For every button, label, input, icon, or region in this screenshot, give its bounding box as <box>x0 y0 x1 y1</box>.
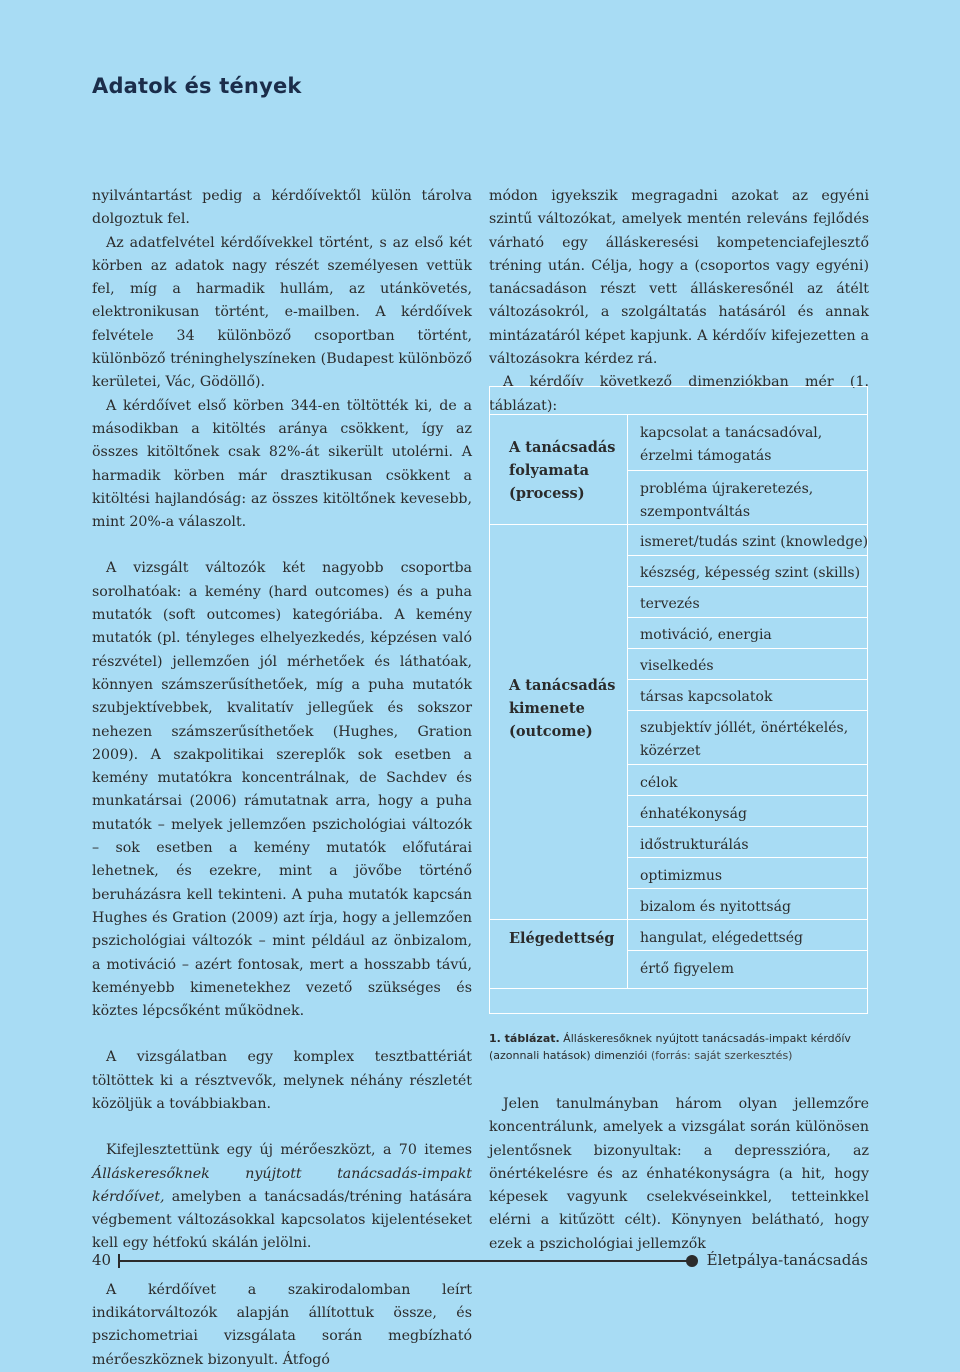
table-rule <box>627 414 868 415</box>
table-rule <box>489 919 627 920</box>
table-item <box>640 927 803 950</box>
table-item-line: bizalom és nyitottság <box>640 899 791 915</box>
table-rule <box>627 919 868 920</box>
table-item <box>640 834 749 857</box>
table-group-label-line: kimenete <box>509 700 585 717</box>
footer-rule-dot <box>686 1255 698 1267</box>
table-item-line: tervezés <box>640 596 700 612</box>
table-group-label <box>509 674 615 743</box>
paragraph: A kérdőívet első körben 344-en töltötték ki, de a másodikban a kitöltés aránya csökkent, így az összes kitöltőnek csak 82%-át sikerült utolérni. A harmadik körben már drasztikusan csökkent a kitöltési hajlandóság: az összes kitöltőnek kevesebb, mint 20%-a válaszolt. <box>92 397 472 531</box>
table-item <box>640 865 722 888</box>
table-item-line: időstrukturálás <box>640 837 749 853</box>
paragraph-text: Kifejlesztettünk egy új mérőeszközt, a 70 itemes <box>106 1142 472 1159</box>
table-rule <box>627 857 868 858</box>
questionnaire-title: Álláskeresőknek nyújtott tanácsadás-impakt kérdőívet, <box>92 1165 472 1205</box>
table-group-label-line: A tanácsadás <box>509 439 616 456</box>
table-item-line: hangulat, elégedettség <box>640 930 803 946</box>
table-item-line: viselkedés <box>640 658 714 674</box>
table-group-label-line: folyamata <box>509 462 590 479</box>
table-group-label-line: A tanácsadás <box>509 677 616 694</box>
table-item-line: énhatékonyság <box>640 806 747 822</box>
table-rule <box>627 524 868 525</box>
caption-source: (forrás: saját szerkesztés) <box>647 1049 793 1062</box>
table-group-label-line: (outcome) <box>509 723 593 740</box>
table-rule <box>627 888 868 889</box>
table-group-label <box>509 927 614 950</box>
table-item-line: ismeret/tudás szint (knowledge) <box>640 534 869 550</box>
table-item-line: célok <box>640 775 678 791</box>
right-column <box>489 185 869 418</box>
paragraph: A kérdőívet a szakirodalomban leírt indikátorváltozók alapján állítottuk össze, és pszichometriai vizsgálata során megbízható mérőeszköznek bizonyult. Átfogó <box>92 1281 472 1368</box>
table-item-line: társas kapcsolatok <box>640 689 773 705</box>
left-column <box>92 185 472 1372</box>
table-item <box>640 803 747 826</box>
table-item-line: optimizmus <box>640 868 723 884</box>
table-item <box>640 717 848 763</box>
paragraph: A vizsgálatban egy komplex tesztbattériát töltöttek ki a résztvevők, melynek néhány részletét közöljük a továbbiakban. <box>92 1049 472 1112</box>
table-item-line: motiváció, energia <box>640 627 772 643</box>
table-rule <box>627 795 868 796</box>
table-item <box>640 772 678 795</box>
table-group-label-line: Elégedettség <box>509 930 615 947</box>
table-rule <box>627 764 868 765</box>
caption-number: 1. táblázat. <box>489 1032 560 1045</box>
paragraph: A vizsgált változók két nagyobb csoportba sorolhatóak: a kemény (hard outcomes) és a puha mutatók (soft outcomes) kategóriába. A kemény mutatók (pl. tényleges elhelyezkedés, képzésen való részvétel) jellemzően jól mérhetőek és láthatóak, könnyen számszerűsíthetőek, míg a puha mutatók szubjektívebbek, kvalitatív jellegűek és sokszor nehezen számszerűsíthetőek (Hughes, Gration 2009). A szakpolitikai szereplők sok esetben a kemény mutatókra koncentrálnak, de Sachdev és munkatársai (2006) rámutatnak arra, hogy a puha mutatók – melyek jellemzően pszichológiai változók – sok esetben a kemény mutatók előfutárai lehetnek, és ezekre, mint a jövőbe történő beruházásra kell tekinteni. A puha mutatók kapcsán Hughes és Gration (2009) azt írja, hogy a jellemzően pszichológiai változók – mint például az önbizalom, a motiváció – azért fontosak, mert a hosszabb távú, keményebb kimenetekhez vezető szükséges és köztes lépcsőként működnek. <box>92 560 472 1020</box>
table-item <box>640 655 714 678</box>
right-column-lower <box>489 1093 869 1256</box>
table-rule <box>627 470 868 471</box>
table-item <box>640 896 791 919</box>
table-item <box>640 478 813 524</box>
table-item-line: készség, képesség szint (skills) <box>640 565 861 581</box>
table-rule <box>627 679 868 680</box>
paragraph: Jelen tanulmányban három olyan jellemzőre koncentrálunk, amelyek a vizsgálat során különösen jelentősnek bizonyultak: a depresszióra, az önértékelésre és az énhatékonyságra (a hit, hogy képesek vagyunk cselekvéseinkkel, tetteinkkel elérni a kitűzött célt). Könynyen belátható, hogy ezek a pszichológiai jellemzők <box>489 1096 869 1252</box>
table-rule <box>627 988 868 989</box>
table-item-line: értő figyelem <box>640 961 735 977</box>
table-rule <box>627 414 628 988</box>
table-group-label <box>509 436 615 505</box>
table-rule <box>489 414 627 415</box>
table-rule <box>627 555 868 556</box>
table-rule <box>627 950 868 951</box>
table-item-line: érzelmi támogatás <box>640 448 772 464</box>
table-rule <box>627 586 868 587</box>
table-item-line: szempontváltás <box>640 504 751 520</box>
table-rule <box>489 524 627 525</box>
caption-text: Álláskeresőknek nyújtott tanácsadás-impakt kérdőív (azonnali hatások) dimenziói <box>489 1032 851 1062</box>
paragraph: Az adatfelvétel kérdőívekkel történt, s az első két körben az adatok nagy részét személyesen vettük fel, míg a harmadik hullám, az utánkövetés, elektronikusan történt, e-mailben. A kérdőívek felvétele 34 különböző csoportban történt, különböző tréninghelyszíneken (Budapest különböző kerületei, Vác, Gödöllő). <box>92 234 472 391</box>
table-item <box>640 593 700 616</box>
table-item-line: kapcsolat a tanácsadóval, <box>640 425 823 441</box>
table-item <box>640 686 772 709</box>
paragraph: A kérdőív következő dimenziókban mér (1. táblázat): <box>489 374 869 414</box>
table-item-line: probléma újrakeretezés, <box>640 481 814 497</box>
footer-rule <box>120 1260 692 1262</box>
table-item-line: szubjektív jóllét, önértékelés, <box>640 720 849 736</box>
journal-name: Életpálya-tanácsadás <box>706 1251 868 1269</box>
table-rule <box>627 648 868 649</box>
table-item <box>640 958 734 981</box>
table-item <box>640 422 822 468</box>
paragraph: nyilvántartást pedig a kérdőívektől külön tárolva dolgoztuk fel. <box>92 188 472 228</box>
table-rule <box>627 617 868 618</box>
paragraph-text: amelyben a tanácsadás/tréning hatására végbement változásokkal kapcsolatos kijelentéseket kell egy hétfokú skálán jelölni. <box>92 1188 472 1252</box>
table-item-line: közérzet <box>640 743 701 759</box>
paragraph <box>92 1139 472 1255</box>
table-item <box>640 562 860 585</box>
page-number: 40 <box>92 1251 112 1269</box>
table-item <box>640 624 772 647</box>
table-caption <box>489 1030 869 1064</box>
table-group-label-line: (process) <box>509 485 585 502</box>
table-rule <box>627 710 868 711</box>
paragraph: módon igyekszik megragadni azokat az egyéni szintű változókat, amelyek mentén releváns fejlődés várható egy álláskeresési kompetenciafejlesztő tréning után. Célja, hogy a (csoportos vagy egyéni) tanácsadáson részt vett álláskeresőnél az átélt változásokról, a szolgáltatás hatásáról és annak mintázatáról képet kapjunk. A kérdőív kifejezetten a változásokra kérdez rá. <box>489 188 869 368</box>
table-rule <box>627 826 868 827</box>
page-header-title: Adatok és tények <box>92 74 302 98</box>
table-item <box>640 531 868 554</box>
